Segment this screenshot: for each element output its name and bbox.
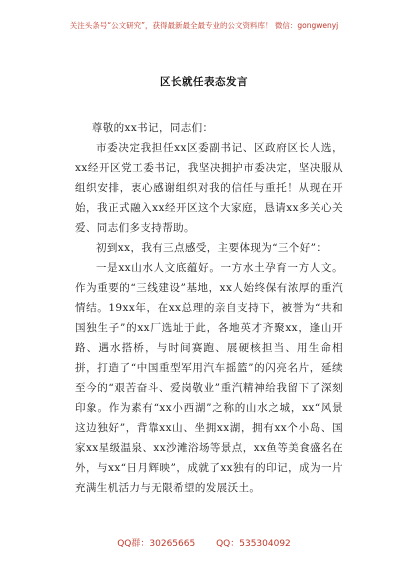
footer-qq: QQ：535304092: [216, 539, 291, 549]
paragraph: 初到xx，我有三点感受，主要体现为“三个好”：: [96, 242, 328, 254]
header-banner: 关注头条号“公文研究”，获得最新最全最专业的公文资料库！ 微信：gongwenyj: [69, 21, 339, 30]
paragraph: 市委决定我担任xx区委副书记、区政府区长人选，xx经开区党工委书记，我坚决拥护市委决定，坚决服从组织安排，衷心感谢组织对我的信任与重托！从现在开始，我正式融入xx经开区这个大家庭，恳请xx多关心关爱、同志们多支持帮助。: [75, 142, 343, 234]
document-title: 区长就任表态发言: [160, 76, 248, 88]
document-body: [75, 118, 343, 498]
salutation: 尊敬的xx书记，同志们：: [91, 122, 214, 134]
footer: [0, 536, 408, 549]
footer-qq-group: QQ群：30265665: [117, 539, 196, 549]
paragraph: 一是xx山水人文底蕴好。一方水土孕育一方人文。作为重要的“三线建设”基地，xx人始终保有浓厚的重汽情结。19xx年，在xx总理的亲自支持下，被誉为“共和国独生子”的xx厂选址于此，各地英才齐聚xx，逢山开路、遇水搭桥，与时间赛跑、展硬核担当、用生命相拼，打造了“中国重型军用汽车摇篮”的闪亮名片，延续至今的“艰苦奋斗、爱岗敬业”重汽精神给我留下了深刻印象。作为素有“xx小西湖”之称的山水之城，xx“风景这边独好”，背靠xx山、坐拥xx湖，拥有xx个小岛、国家xx星级温泉、xx沙滩浴场等景点，xx鱼等美食盛名在外，与xx“日月辉映”，成就了xx独有的印记，成为一片充满生机活力与无限希望的发展沃土。: [75, 262, 343, 494]
